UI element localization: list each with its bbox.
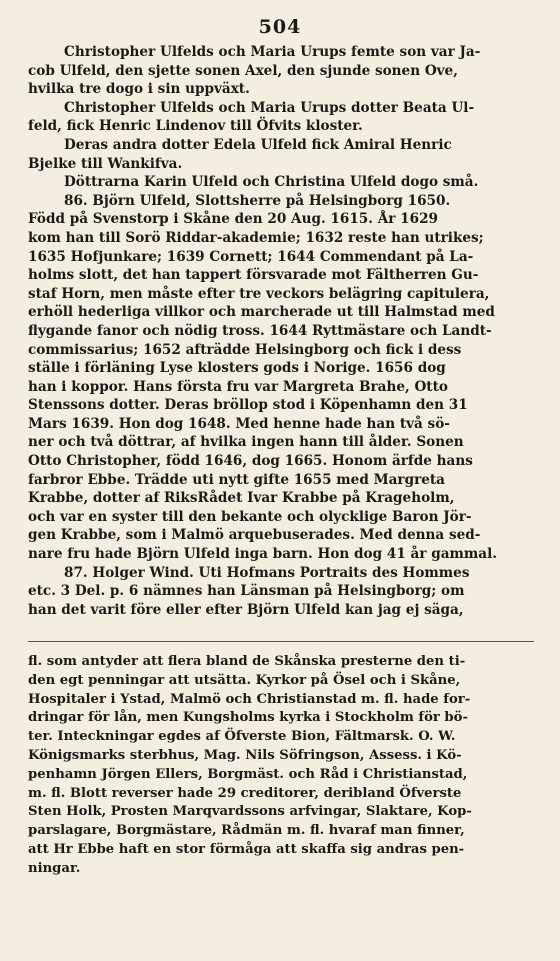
text-line: farbror Ebbe. Trädde uti nytt gifte 1655 med Margreta [28, 471, 445, 488]
text-line: och var en syster till den bekante och olycklige Baron Jör- [28, 508, 472, 525]
text-line: Mars 1639. Hon dog 1648. Med henne hade han två sö- [28, 415, 450, 432]
footnote-line: ningar. [28, 860, 81, 876]
text-line: Bjelke till Wankifva. [28, 155, 183, 172]
text-line: staf Horn, men måste efter tre veckors belägring capitulera, [28, 285, 490, 302]
main-text [28, 43, 534, 619]
text-line: kom han till Sorö Riddar-akademie; 1632 reste han utrikes; [28, 229, 484, 246]
footnote-line: Hospitaler i Ystad, Malmö och Christianstad m. fl. hade for- [28, 691, 471, 707]
footnote-line: m. fl. Blott reverser hade 29 creditorer, deribland Öfverste [28, 785, 462, 801]
text-line: nare fru hade Björn Ulfeld inga barn. Hon dog 41 år gammal. [28, 546, 497, 563]
text-line: feld, fick Henric Lindenov till Öfvits kloster. [28, 118, 363, 135]
text-line: holms slott, det han tappert försvarade mot Fältherren Gu- [28, 267, 479, 284]
text-line: hvilka tre dogo i sin uppväxt. [28, 81, 250, 98]
text-line: 1635 Hofjunkare; 1639 Cornett; 1644 Commendant på La- [28, 248, 474, 265]
footnote-line: den egt penningar att utsätta. Kyrkor på Ösel och i Skåne, [28, 672, 461, 688]
page-number: 504 [258, 16, 302, 38]
text-line: Otto Christopher, född 1646, dog 1665. Honom ärfde hans [28, 453, 473, 470]
text-line: Stenssons dotter. Deras bröllop stod i Köpenhamn den 31 [28, 397, 468, 414]
text-line: han det varit före eller efter Björn Ulfeld kan jag ej säga, [28, 601, 464, 618]
text-line: Christopher Ulfelds och Maria Urups femte son var Ja- [64, 44, 481, 60]
text-line: ner och två döttrar, af hvilka ingen hann till ålder. Sonen [28, 434, 464, 451]
footnote-line: att Hr Ebbe haft en stor förmåga att skaffa sig andras pen- [28, 841, 465, 857]
text-line: Krabbe, dotter af RiksRådet Ivar Krabbe på Krageholm, [28, 490, 455, 507]
text-line: Född på Svenstorp i Skåne den 20 Aug. 1615. År 1629 [28, 211, 439, 228]
footnote-line: parslagare, Borgmästare, Rådmän m. fl. hvaraf man finner, [28, 823, 465, 839]
text-line: cob Ulfeld, den sjette sonen Axel, den sjunde sonen Ove, [28, 62, 458, 79]
text-line: erhöll hederliga villkor och marcherade ut till Halmstad med [28, 304, 495, 321]
text-line: Döttrarna Karin Ulfeld och Christina Ulfeld dogo små. [64, 174, 479, 191]
text-line: 87. Holger Wind. Uti Hofmans Portraits des Hommes [64, 564, 470, 581]
footnote-line: Königsmarks sterbhus, Mag. Nils Söfringson, Assess. i Kö- [28, 747, 462, 763]
text-line: gen Krabbe, som i Malmö arquebuserades. Med denna sed- [28, 527, 481, 544]
footnote-line: fl. som antyder att flera bland de Skånska presterne den ti- [28, 654, 466, 669]
text-line: flygande fanor och nödig tross. 1644 Ryttmästare och Landt- [28, 322, 492, 339]
footnote [28, 653, 534, 879]
text-line: etc. 3 Del. p. 6 nämnes han Länsman på Helsingborg; om [28, 583, 465, 600]
footnote-line: Sten Holk, Prosten Marqvardssons arfvingar, Slaktare, Kop- [28, 804, 472, 820]
text-line: Deras andra dotter Edela Ulfeld fick Amiral Henric [64, 136, 452, 153]
text-line: ställe i förläning Lyse klosters gods i Norige. 1656 dog [28, 360, 446, 377]
text-line: Christopher Ulfelds och Maria Urups dotter Beata Ul- [64, 99, 475, 116]
footnote-line: dringar för lån, men Kungsholms kyrka i Stockholm för bö- [28, 710, 468, 726]
footnote-divider [28, 641, 534, 642]
text-line: han i koppor. Hans första fru var Margreta Brahe, Otto [28, 378, 448, 395]
text-line: 86. Björn Ulfeld, Slottsherre på Helsingborg 1650. [64, 192, 451, 209]
text-line: commissarius; 1652 afträdde Helsingborg och fick i dess [28, 341, 462, 358]
footnote-line: ter. Inteckningar egdes af Öfverste Bion, Fältmarsk. O. W. [28, 729, 456, 745]
footnote-line: penhamn Jörgen Ellers, Borgmäst. och Råd i Christianstad, [28, 766, 468, 782]
